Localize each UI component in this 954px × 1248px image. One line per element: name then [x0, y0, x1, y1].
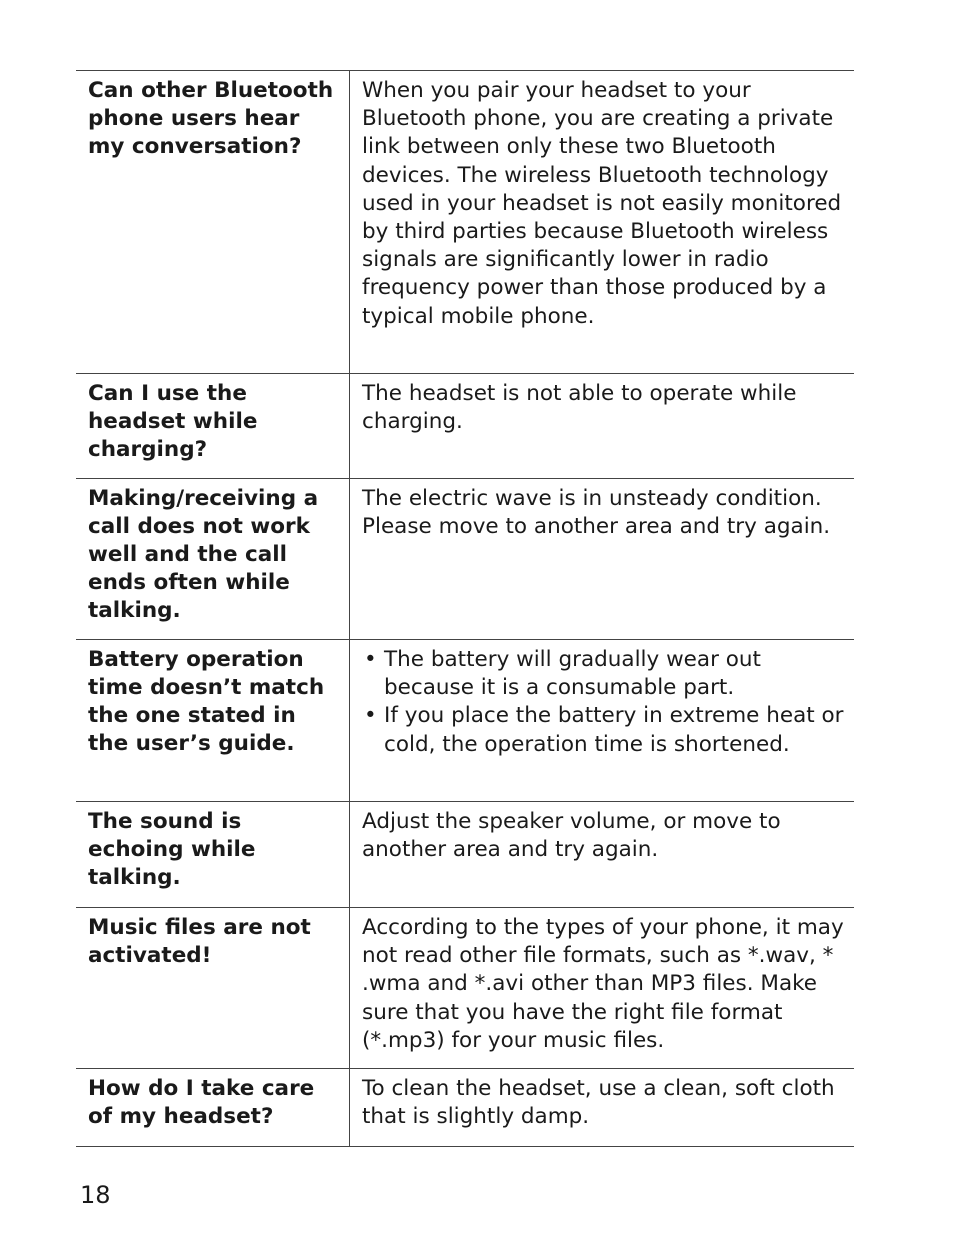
- faq-row: [76, 479, 854, 640]
- bullet-item: • If you place the battery in extreme heat or cold, the operation time is shortened.: [362, 702, 850, 758]
- page-number: 18: [80, 1181, 111, 1209]
- faq-question: Battery operation time doesn’t match the one stated in the user’s guide.: [76, 640, 350, 801]
- faq-question: How do I take care of my headset?: [76, 1069, 350, 1146]
- faq-question: Can other Bluetooth phone users hear my conversation?: [76, 71, 350, 373]
- faq-table: [76, 70, 854, 1147]
- faq-question: Music files are not activated!: [76, 908, 350, 1068]
- faq-answer: According to the types of your phone, it may not read other file formats, such as *.wav, * .wma and *.avi other than MP3 files. Make sure that you have the right file format (*.mp3) for your music files.: [362, 915, 844, 1053]
- faq-question: Making/receiving a call does not work well and the call ends often while talking.: [76, 479, 350, 639]
- faq-row: [76, 802, 854, 908]
- faq-question: The sound is echoing while talking.: [76, 802, 350, 907]
- faq-answer: The headset is not able to operate while charging.: [362, 381, 797, 435]
- faq-answer-bullets: [362, 646, 850, 759]
- faq-row: [76, 374, 854, 479]
- faq-answer: When you pair your headset to your Bluetooth phone, you are creating a private link between only these two Bluetooth devices. The wireless Bluetooth technology used in your headset is not easily monitored by third parties because Bluetooth wireless signals are significantly lower in radio frequency power than those produced by a typical mobile phone.: [362, 78, 842, 329]
- bullet-item: • The battery will gradually wear out because it is a consumable part.: [362, 646, 850, 702]
- faq-answer: [350, 640, 854, 801]
- faq-row: [76, 1069, 854, 1147]
- faq-row: [76, 640, 854, 802]
- faq-answer: The electric wave is in unsteady condition. Please move to another area and try again.: [362, 486, 831, 540]
- faq-row: [76, 71, 854, 374]
- faq-row: [76, 908, 854, 1069]
- faq-answer: Adjust the speaker volume, or move to another area and try again.: [362, 809, 781, 863]
- faq-answer: To clean the headset, use a clean, soft cloth that is slightly damp.: [362, 1076, 835, 1130]
- faq-question: Can I use the headset while charging?: [76, 374, 350, 478]
